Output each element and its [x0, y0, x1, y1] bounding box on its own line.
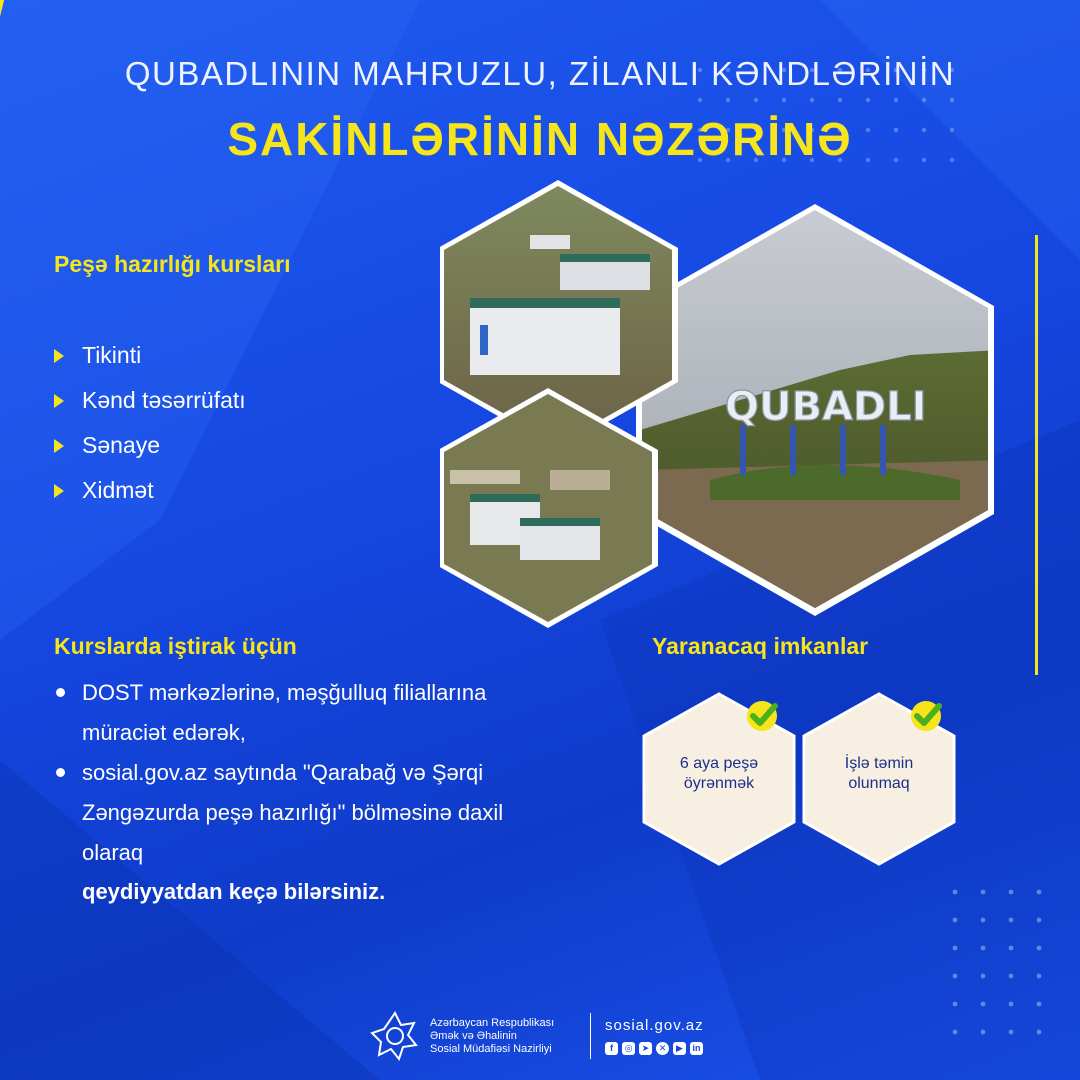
triangle-bullet-icon	[54, 439, 64, 453]
participation-item: sosial.gov.az saytında "Qarabağ və Şərqi Zəngəzurda peşə hazırlığı" bölməsinə daxil olaraq	[54, 753, 524, 873]
telegram-icon[interactable]: ➤	[639, 1042, 652, 1055]
footer-divider	[590, 1013, 591, 1059]
check-icon	[906, 696, 946, 736]
linkedin-icon[interactable]: in	[690, 1042, 703, 1055]
qubadli-sign-photo	[636, 200, 1000, 620]
photo-collage	[440, 180, 1010, 630]
website-link[interactable]: sosial.gov.az	[605, 1017, 704, 1034]
opportunity-label: İşlə təmin olunmaq	[844, 755, 914, 792]
header-line-1: QUBADLININ MAHRUZLU, ZİLANLI KƏNDLƏRİNİN	[124, 55, 956, 92]
footer	[368, 1008, 704, 1064]
qubadli-sign-text: QUBADLI	[725, 384, 927, 430]
course-item	[54, 333, 246, 378]
triangle-bullet-icon	[54, 394, 64, 408]
yellow-vertical-line	[1035, 235, 1038, 675]
course-label: Tikinti	[82, 342, 142, 368]
dot-grid-bottom	[945, 880, 1065, 1070]
course-item	[54, 423, 246, 468]
participation-item: DOST mərkəzlərinə, məşğulluq filiallarına müraciət edərək,	[54, 673, 524, 753]
ministry-logo-icon	[368, 1009, 422, 1063]
courses-title: Peşə hazırlığı kursları	[54, 251, 291, 277]
header-line-2: SAKİNLƏRİNİN NƏZƏRİNƏ	[227, 113, 853, 165]
facebook-icon[interactable]: f	[605, 1042, 618, 1055]
course-item	[54, 468, 246, 513]
course-label: Sənaye	[82, 432, 161, 458]
instagram-icon[interactable]: ◎	[622, 1042, 635, 1055]
opportunities-title: Yaranacaq imkanlar	[652, 633, 869, 659]
triangle-bullet-icon	[54, 484, 64, 498]
aerial-village-photo	[440, 388, 660, 628]
social-icons	[605, 1042, 704, 1055]
course-item	[54, 378, 246, 423]
ministry-name	[430, 1017, 580, 1056]
registration-note: qeydiyyatdan keçə bilərsiniz.	[82, 879, 386, 904]
check-icon	[742, 696, 782, 736]
participation-list	[54, 673, 524, 873]
x-icon[interactable]: ✕	[656, 1042, 669, 1055]
ministry-line: Sosial Müdafiəsi Nazirliyi	[430, 1042, 552, 1055]
course-label: Kənd təsərrüfatı	[82, 387, 246, 413]
course-label: Xidmət	[82, 477, 154, 503]
participation-title: Kurslarda iştirak üçün	[54, 633, 297, 659]
footer-contact	[605, 1017, 704, 1055]
course-list	[54, 333, 246, 513]
opportunity-label: 6 aya peşə öyrənmək	[679, 755, 759, 792]
youtube-icon[interactable]: ▶	[673, 1042, 686, 1055]
ministry-line: Azərbaycan Respublikası	[430, 1016, 555, 1029]
ministry-line: Əmək və Əhalinin	[430, 1029, 517, 1042]
triangle-bullet-icon	[54, 349, 64, 363]
